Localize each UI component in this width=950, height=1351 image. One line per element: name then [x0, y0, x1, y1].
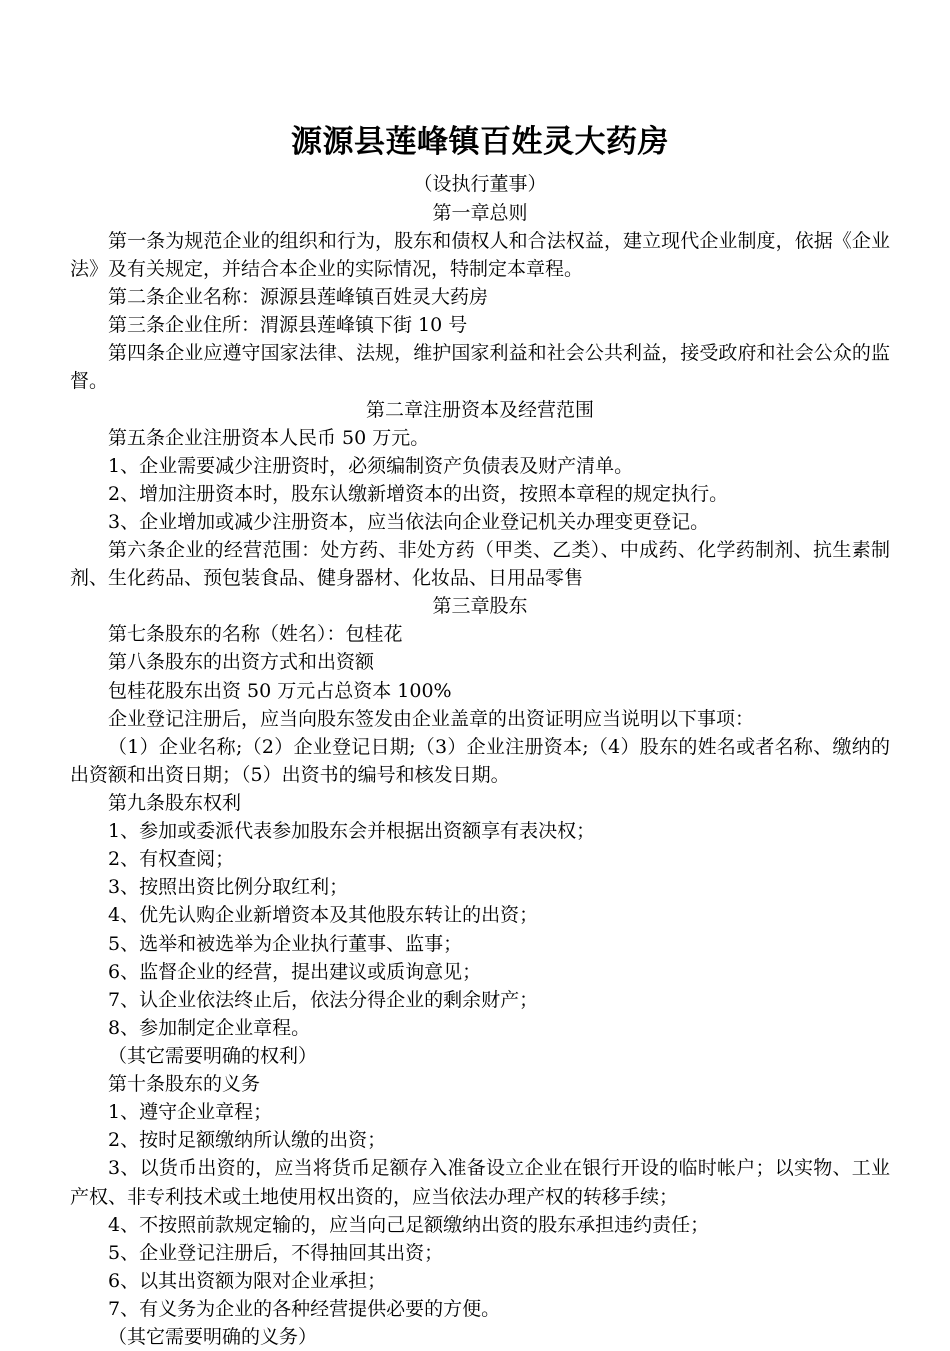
- article-8-line-3: （1）企业名称;（2）企业登记日期;（3）企业注册资本;（4）股东的姓名或者名称、缴纳的出资额和出资日期；（5）出资书的编号和核发日期。: [70, 735, 890, 786]
- document-subtitle: （设执行董事）: [413, 173, 547, 196]
- article-8: 第八条股东的出资方式和出资额: [108, 651, 375, 674]
- article-5-item-3: 3、企业增加或减少注册资本，应当依法向企业登记机关办理变更登记。: [108, 510, 710, 533]
- article-4: 第四条企业应遵守国家法律、法规，维护国家利益和社会公共利益，接受政府和社会公众的监督。: [70, 342, 890, 393]
- article-6: 第六条企业的经营范围：处方药、非处方药（甲类、乙类）、中成药、化学药制剂、抗生素制剂、生化药品、预包装食品、健身器材、化妆品、日用品零售: [70, 539, 890, 590]
- article-9-note: （其它需要明确的权利）: [108, 1045, 318, 1068]
- document-body: [70, 0, 890, 1351]
- article-10-item-6: 6、以其出资额为限对企业承担；: [108, 1269, 387, 1292]
- article-9-item-2: 2、有权查阅；: [108, 848, 235, 871]
- article-8-line-1: 包桂花股东出资 50 万元占总资本 100%: [108, 679, 452, 702]
- chapter-heading-1: 第一章总则: [432, 201, 528, 224]
- article-10-item-5: 5、企业登记注册后，不得抽回其出资；: [108, 1241, 444, 1264]
- article-10-item-7: 7、有义务为企业的各种经营提供必要的方便。: [108, 1298, 501, 1320]
- article-10-note: （其它需要明确的义务）: [108, 1326, 318, 1349]
- article-5: 第五条企业注册资本人民币 50 万元。: [108, 426, 430, 449]
- article-10-item-1: 1、遵守企业章程；: [108, 1101, 273, 1124]
- article-10: 第十条股东的义务: [108, 1073, 261, 1096]
- article-5-item-2: 2、增加注册资本时，股东认缴新增资本的出资，按照本章程的规定执行。: [108, 482, 729, 505]
- article-9: 第九条股东权利: [108, 792, 242, 815]
- article-9-item-7: 7、认企业依法终止后，依法分得企业的剩余财产；: [108, 988, 539, 1011]
- article-5-item-1: 1、企业需要减少注册资时，必须编制资产负债表及财产清单。: [108, 454, 634, 477]
- article-1: 第一条为规范企业的组织和行为，股东和债权人和合法权益，建立现代企业制度，依据《企业法》及有关规定，并结合本企业的实际情况，特制定本章程。: [70, 229, 890, 280]
- article-10-item-4: 4、不按照前款规定输的，应当向己足额缴纳出资的股东承担违约责任；: [108, 1213, 710, 1236]
- article-10-item-2: 2、按时足额缴纳所认缴的出资；: [108, 1129, 387, 1152]
- article-9-item-5: 5、选举和被选举为企业执行董事、监事；: [108, 932, 463, 955]
- article-3: 第三条企业住所：渭源县莲峰镇下街 10 号: [108, 314, 468, 337]
- page-title: 源源县莲峰镇百姓灵大药房: [291, 124, 669, 160]
- article-7: 第七条股东的名称（姓名）：包桂花: [108, 623, 403, 646]
- article-10-item-3: 3、以货币出资的，应当将货币足额存入准备设立企业在银行开设的临时帐户；以实物、工业产权、非专利技术或土地使用权出资的，应当依法办理产权的转移手续；: [70, 1157, 890, 1208]
- article-9-item-4: 4、优先认购企业新增资本及其他股东转让的出资；: [108, 904, 539, 927]
- article-9-item-8: 8、参加制定企业章程。: [108, 1016, 311, 1039]
- article-2: 第二条企业名称：源源县莲峰镇百姓灵大药房: [108, 286, 489, 309]
- chapter-heading-2: 第二章注册资本及经营范围: [365, 398, 594, 421]
- chapter-heading-3: 第三章股东: [432, 595, 528, 618]
- article-8-line-2: 企业登记注册后，应当向股东签发由企业盖章的出资证明应当说明以下事项：: [108, 707, 755, 730]
- article-9-item-1: 1、参加或委派代表参加股东会并根据出资额享有表决权；: [108, 820, 596, 843]
- article-9-item-3: 3、按照出资比例分取红利；: [108, 876, 349, 899]
- article-9-item-6: 6、监督企业的经营，提出建议或质询意见；: [108, 960, 482, 983]
